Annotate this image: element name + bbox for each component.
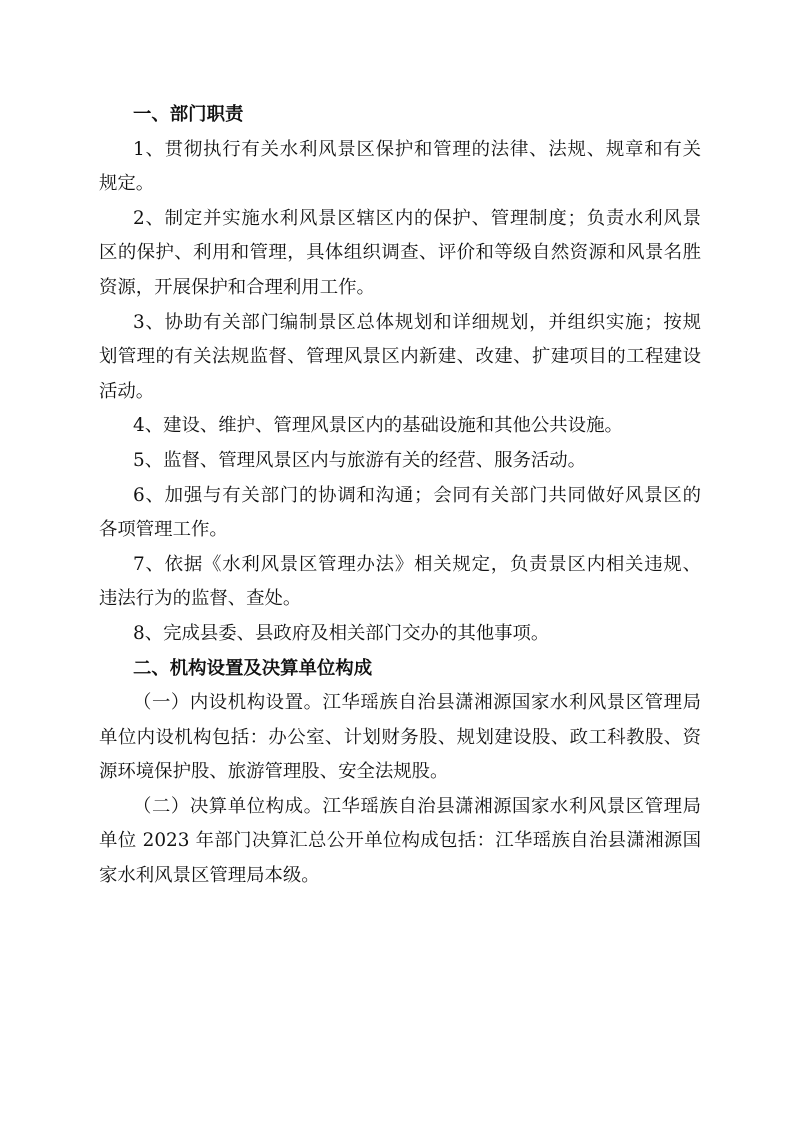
- paragraph: [99, 202, 701, 306]
- paragraph: [99, 479, 701, 548]
- paragraph: [99, 686, 701, 790]
- paragraph: [99, 790, 701, 894]
- paragraph-line: 划管理的有关法规监督、管理风景区内新建、改建、扩建项目的工程建设: [99, 346, 701, 368]
- paragraph-line: 家水利风景区管理局本级。: [99, 865, 320, 887]
- document-body: [99, 98, 701, 894]
- paragraph: [99, 306, 701, 410]
- paragraph: [99, 548, 701, 617]
- paragraph-line: 区的保护、利用和管理，具体组织调查、评价和等级自然资源和风景名胜: [99, 242, 701, 264]
- paragraph: [99, 133, 701, 202]
- paragraph-line: 资源，开展保护和合理利用工作。: [99, 276, 375, 298]
- paragraph: [99, 409, 701, 444]
- paragraph-line: 1、贯彻执行有关水利风景区保护和管理的法律、法规、规章和有关: [133, 138, 701, 160]
- paragraph-line: 活动。: [99, 380, 155, 402]
- paragraph: [99, 444, 701, 479]
- paragraph-line: 6、加强与有关部门的协调和沟通；会同有关部门共同做好风景区的: [133, 484, 701, 506]
- paragraph-line: （一）内设机构设置。江华瑶族自治县潇湘源国家水利风景区管理局: [133, 692, 701, 714]
- paragraph-line: 4、建设、维护、管理风景区内的基础设施和其他公共设施。: [133, 415, 623, 437]
- section-heading: 二、机构设置及决算单位构成: [133, 657, 373, 679]
- paragraph-line: （二）决算单位构成。江华瑶族自治县潇湘源国家水利风景区管理局: [133, 795, 701, 817]
- paragraph-line: 规定。: [99, 173, 155, 195]
- paragraph-line: 违法行为的监督、查处。: [99, 588, 302, 610]
- paragraph-line: 单位 2023 年部门决算汇总公开单位构成包括：江华瑶族自治县潇湘源国: [99, 830, 701, 852]
- paragraph-line: 源环境保护股、旅游管理股、安全法规股。: [99, 761, 449, 783]
- paragraph-line: 单位内设机构包括：办公室、计划财务股、规划建设股、政工科教股、资: [99, 726, 701, 748]
- paragraph-line: 7、依据《水利风景区管理办法》相关规定，负责景区内相关违规、: [133, 553, 701, 575]
- section-heading: 一、部门职责: [133, 104, 244, 125]
- paragraph: [99, 617, 701, 652]
- paragraph-line: 2、制定并实施水利风景区辖区内的保护、管理制度；负责水利风景: [133, 207, 701, 229]
- section: [99, 652, 701, 894]
- paragraph-line: 5、监督、管理风景区内与旅游有关的经营、服务活动。: [133, 449, 587, 471]
- section: [99, 98, 701, 652]
- paragraph-line: 3、协助有关部门编制景区总体规划和详细规划，并组织实施；按规: [133, 311, 701, 333]
- paragraph-line: 8、完成县委、县政府及相关部门交办的其他事项。: [133, 622, 550, 644]
- paragraph-line: 各项管理工作。: [99, 519, 228, 541]
